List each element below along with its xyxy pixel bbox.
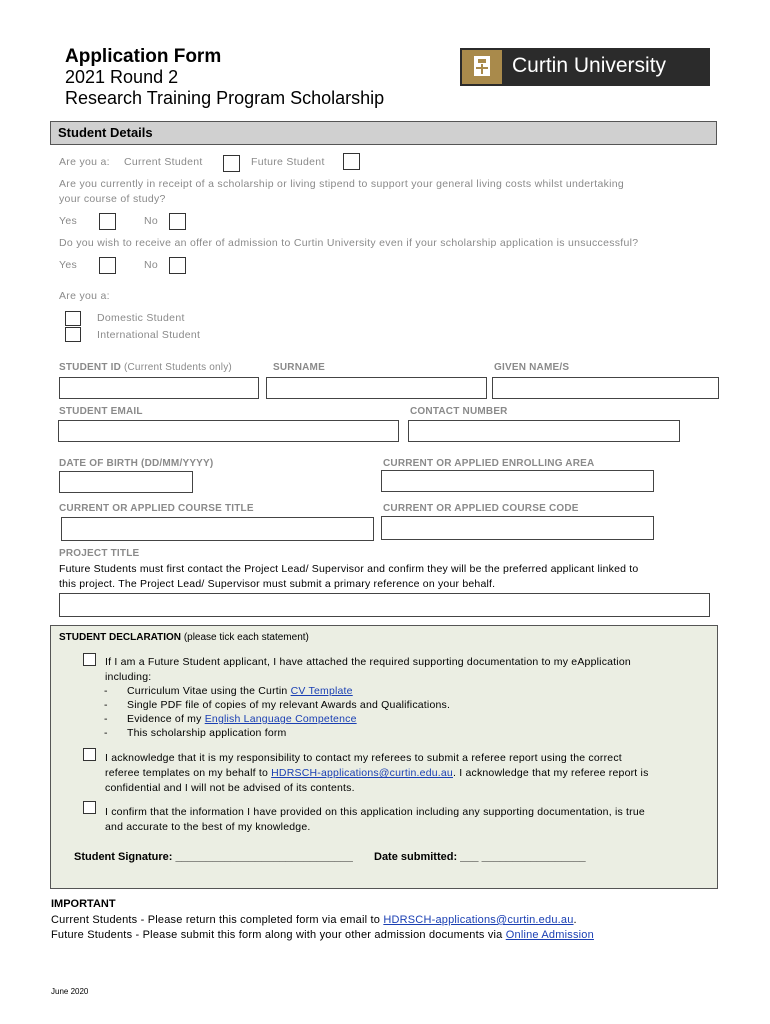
project-note-line2: this project. The Project Lead/ Supervisor must submit a primary reference on your behalf.	[59, 578, 496, 590]
important-title: IMPORTANT	[51, 898, 116, 910]
declaration-2-line1: I acknowledge that it is my responsibility to contact my referees to submit a referee report using the correct	[105, 752, 622, 764]
project-note-line1: Future Students must first contact the Project Lead/ Supervisor and confirm they will be the preferred applicant linked to	[59, 563, 639, 575]
bullet-dash: -	[104, 727, 108, 739]
q2-yes-checkbox[interactable]	[99, 213, 116, 230]
q2-text-line1: Are you currently in receipt of a scholarship or living stipend to support your general living costs whilst undertaking	[59, 178, 625, 190]
q3-yes-label: Yes	[59, 259, 78, 271]
course-code-input[interactable]	[381, 516, 654, 540]
contact-input[interactable]	[408, 420, 680, 442]
declaration-2-line2: referee templates on my behalf to HDRSCH-applications@curtin.edu.au. I acknowledge that my referee report is	[105, 767, 649, 779]
q2-no-label: No	[144, 215, 159, 227]
given-names-label: GIVEN NAME/S	[494, 362, 570, 373]
english-competence-link[interactable]: English Language Competence	[204, 713, 357, 725]
bullet-dash: -	[104, 713, 108, 725]
declaration-1-line1: If I am a Future Student applicant, I have attached the required supporting documentation to my eApplication	[105, 656, 631, 668]
q3-text: Do you wish to receive an offer of admission to Curtin University even if your scholarship application is unsuccessful?	[59, 237, 639, 249]
student-id-label: STUDENT ID (Current Students only)	[59, 362, 232, 373]
bullet-english: Evidence of my English Language Competence	[127, 713, 357, 725]
future-student-checkbox[interactable]	[343, 153, 360, 170]
declaration-checkbox-1[interactable]	[83, 653, 96, 666]
email-input[interactable]	[58, 420, 399, 442]
date-submitted-line[interactable]: Date submitted: ___ _________________	[374, 851, 586, 863]
declaration-3-line2: and accurate to the best of my knowledge.	[105, 821, 311, 833]
surname-label: SURNAME	[273, 362, 325, 373]
declaration-2-line3: confidential and I will not be advised of its contents.	[105, 782, 355, 794]
domestic-student-checkbox[interactable]	[65, 311, 81, 326]
footer-date: June 2020	[51, 987, 89, 996]
bullet-dash: -	[104, 699, 108, 711]
declaration-1-line2: including:	[105, 671, 152, 683]
surname-input[interactable]	[266, 377, 487, 399]
hdrsch-email-link[interactable]: HDRSCH-applications@curtin.edu.au	[271, 767, 453, 779]
crest-icon	[462, 50, 502, 84]
declaration-3-line1: I confirm that the information I have provided on this application including any supporting documentation, is true	[105, 806, 645, 818]
project-title-label: PROJECT TITLE	[59, 548, 140, 559]
form-title: Application Form	[65, 46, 222, 67]
logo-text: Curtin University	[512, 54, 667, 77]
bullet-awards: Single PDF file of copies of my relevant Awards and Qualifications.	[127, 699, 451, 711]
q2-text-line2: your course of study?	[59, 193, 166, 205]
q4-label: Are you a:	[59, 290, 110, 302]
given-names-input[interactable]	[492, 377, 719, 399]
hdrsch-email-link-2[interactable]: HDRSCH-applications@curtin.edu.au	[383, 914, 574, 926]
declaration-title: STUDENT DECLARATION (please tick each statement)	[59, 632, 309, 643]
q3-yes-checkbox[interactable]	[99, 257, 116, 274]
declaration-checkbox-2[interactable]	[83, 748, 96, 761]
international-student-label: International Student	[97, 329, 201, 341]
dob-label: DATE OF BIRTH (DD/MM/YYYY)	[59, 458, 214, 469]
q2-no-checkbox[interactable]	[169, 213, 186, 230]
q3-no-label: No	[144, 259, 159, 271]
future-student-label: Future Student	[251, 156, 325, 168]
bullet-application-form: This scholarship application form	[127, 727, 287, 739]
curtin-logo	[460, 48, 710, 86]
enrolling-area-input[interactable]	[381, 470, 654, 492]
section-student-details: Student Details	[50, 121, 717, 145]
student-signature-line[interactable]: Student Signature: _____________________________	[74, 851, 353, 863]
student-id-input[interactable]	[59, 377, 259, 399]
q2-yes-label: Yes	[59, 215, 78, 227]
bullet-cv: Curriculum Vitae using the Curtin CV Template	[127, 685, 353, 697]
course-title-label: CURRENT OR APPLIED COURSE TITLE	[59, 503, 254, 514]
project-title-input[interactable]	[59, 593, 710, 617]
domestic-student-label: Domestic Student	[97, 312, 185, 324]
current-student-checkbox[interactable]	[223, 155, 240, 172]
q3-no-checkbox[interactable]	[169, 257, 186, 274]
form-program: Research Training Program Scholarship	[65, 88, 385, 108]
q1-label: Are you a:	[59, 156, 110, 168]
email-label: STUDENT EMAIL	[59, 406, 143, 417]
bullet-dash: -	[104, 685, 108, 697]
declaration-checkbox-3[interactable]	[83, 801, 96, 814]
cv-template-link[interactable]: CV Template	[290, 685, 353, 697]
dob-input[interactable]	[59, 471, 193, 493]
online-admission-link[interactable]: Online Admission	[505, 929, 594, 941]
important-line2: Future Students - Please submit this form along with your other admission documents via Online Admission	[51, 929, 594, 941]
international-student-checkbox[interactable]	[65, 327, 81, 342]
form-round: 2021 Round 2	[65, 67, 179, 87]
enrolling-area-label: CURRENT OR APPLIED ENROLLING AREA	[383, 458, 595, 469]
important-line1: Current Students - Please return this completed form via email to HDRSCH-applications@curtin.edu.au.	[51, 914, 577, 926]
current-student-label: Current Student	[124, 156, 203, 168]
course-code-label: CURRENT OR APPLIED COURSE CODE	[383, 503, 579, 514]
contact-label: CONTACT NUMBER	[410, 406, 508, 417]
course-title-input[interactable]	[61, 517, 374, 541]
